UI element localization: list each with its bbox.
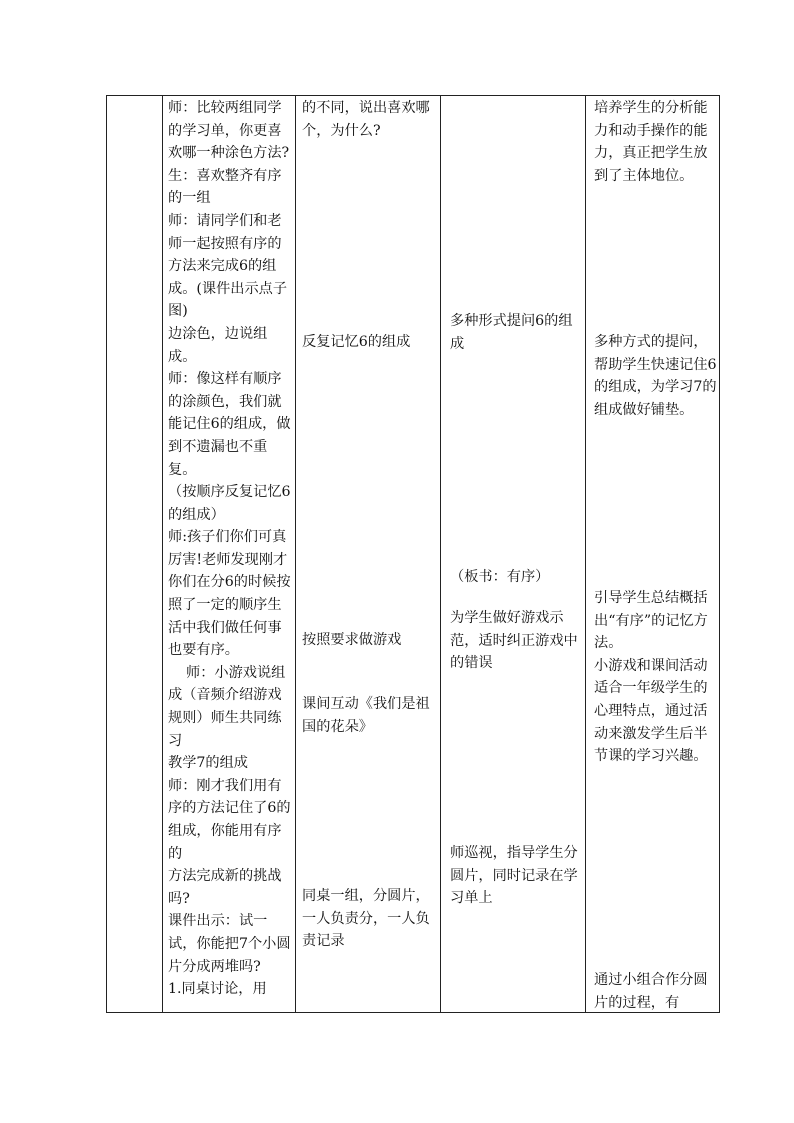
student-activity-text: 课间互动《我们是祖国的花朵》 xyxy=(302,696,430,735)
student-activity-text: 的不同，说出喜欢哪个，为什么? xyxy=(302,100,430,139)
table-row xyxy=(107,96,720,1013)
design-intent-text: 多种方式的提问，帮助学生快速记住6的组成，为学习7的组成做好铺垫。 xyxy=(594,334,717,418)
teacher-activity-text: （板书：有序） xyxy=(450,569,550,585)
teacher-activity-text: 师巡视，指导学生分圆片，同时记录在学习单上 xyxy=(450,845,578,907)
student-activity-cell xyxy=(296,96,441,1013)
teaching-process-cell xyxy=(163,96,296,1013)
design-intent-text: 培养学生的分析能力和动手操作的能力，真正把学生放到了主体地位。 xyxy=(594,100,708,184)
student-activity-text: 反复记忆6的组成 xyxy=(302,334,411,350)
design-intent-text: 通过小组合作分圆片的过程，有 xyxy=(594,972,708,1011)
blank-column-cell xyxy=(107,96,163,1013)
design-intent-text: 引导学生总结概括出“有序”的记忆方法。 小游戏和课间活动适合一年级学生的心理特点，通过活动来激发学生后半节课的学习兴趣。 xyxy=(594,590,708,765)
teaching-process-text: 师：比较两组同学的学习单，你更喜欢哪一种涂色方法? 生：喜欢整齐有序的一组 师：请同学们和老师一起按照有序的方法来完成6的组成。(课件出示点子图) 边涂色，边说组成。 师：像这样有顺序的涂颜色，我们就能记住6的组成，做到不遗漏也不重复。 （按顺序反复记忆6的组成） 师:孩子们你们可真厉害!老师发现刚才你们在分6的时候按照了一定的顺序生活中我们做任何事也要有序。 师：小游戏说组成（音频介绍游戏规则）师生共同练习 教学7的组成 师：刚才我们用有序的方法记住了6的组成，你能用有序的 方法完成新的挑战吗? 课件出示：试一试，你能把7个小圆片分成两堆吗? 1.同桌讨论，用 xyxy=(168,100,291,998)
teacher-activity-text: 为学生做好游戏示范，适时纠正游戏中的错误 xyxy=(450,610,578,672)
student-activity-text: 同桌一组，分圆片，一人负责分，一人负责记录 xyxy=(302,888,430,950)
design-intent-cell xyxy=(586,96,720,1013)
student-activity-text: 按照要求做游戏 xyxy=(302,632,402,648)
lesson-plan-table xyxy=(106,95,720,1013)
teacher-activity-text: 多种形式提问6的组成 xyxy=(450,313,573,352)
teacher-activity-cell xyxy=(441,96,586,1013)
